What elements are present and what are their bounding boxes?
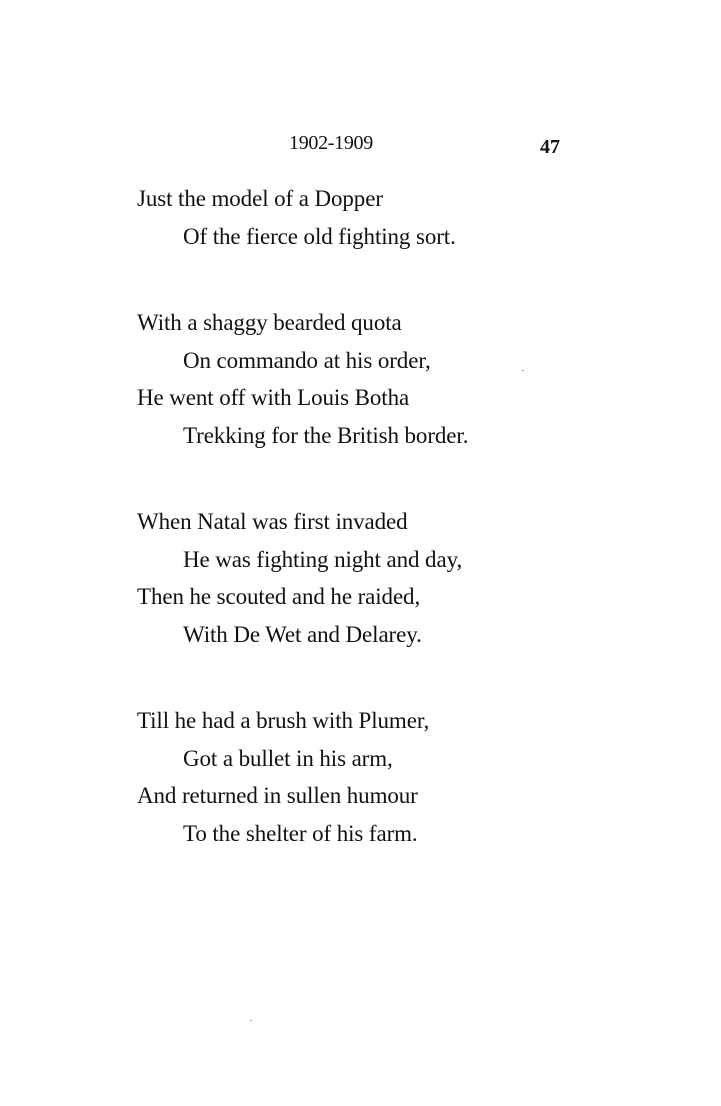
scan-speck: [522, 370, 524, 371]
poem-line: When Natal was first invaded: [137, 509, 408, 534]
poem-body: [0, 180, 721, 901]
poem-line: With De Wet and Delarey.: [183, 621, 422, 647]
poem-line: To the shelter of his farm.: [183, 820, 418, 846]
page-header: [0, 128, 721, 162]
poem-line: Just the model of a Dopper: [137, 186, 383, 211]
poem-line: He was fighting night and day,: [183, 546, 463, 572]
scan-speck: [250, 1020, 252, 1021]
poem-line: Till he had a brush with Plumer,: [137, 708, 430, 733]
stanza-2: [0, 304, 721, 454]
poem-line: He went off with Louis Botha: [137, 385, 410, 410]
poem-line: Then he scouted and he raided,: [137, 584, 421, 609]
poem-line: Got a bullet in his arm,: [183, 745, 393, 771]
poem-line: And returned in sullen humour: [137, 783, 418, 808]
stanza-3: [0, 503, 721, 653]
running-head: 1902-1909: [289, 132, 373, 154]
poem-line: With a shaggy bearded quota: [137, 310, 402, 335]
poem-line: On commando at his order,: [183, 347, 431, 373]
stanza-1: [0, 180, 721, 255]
page-number: 47: [540, 136, 560, 158]
poem-line: Of the fierce old fighting sort.: [183, 223, 456, 249]
poem-line: Trekking for the British border.: [183, 422, 469, 448]
stanza-4: [0, 702, 721, 852]
